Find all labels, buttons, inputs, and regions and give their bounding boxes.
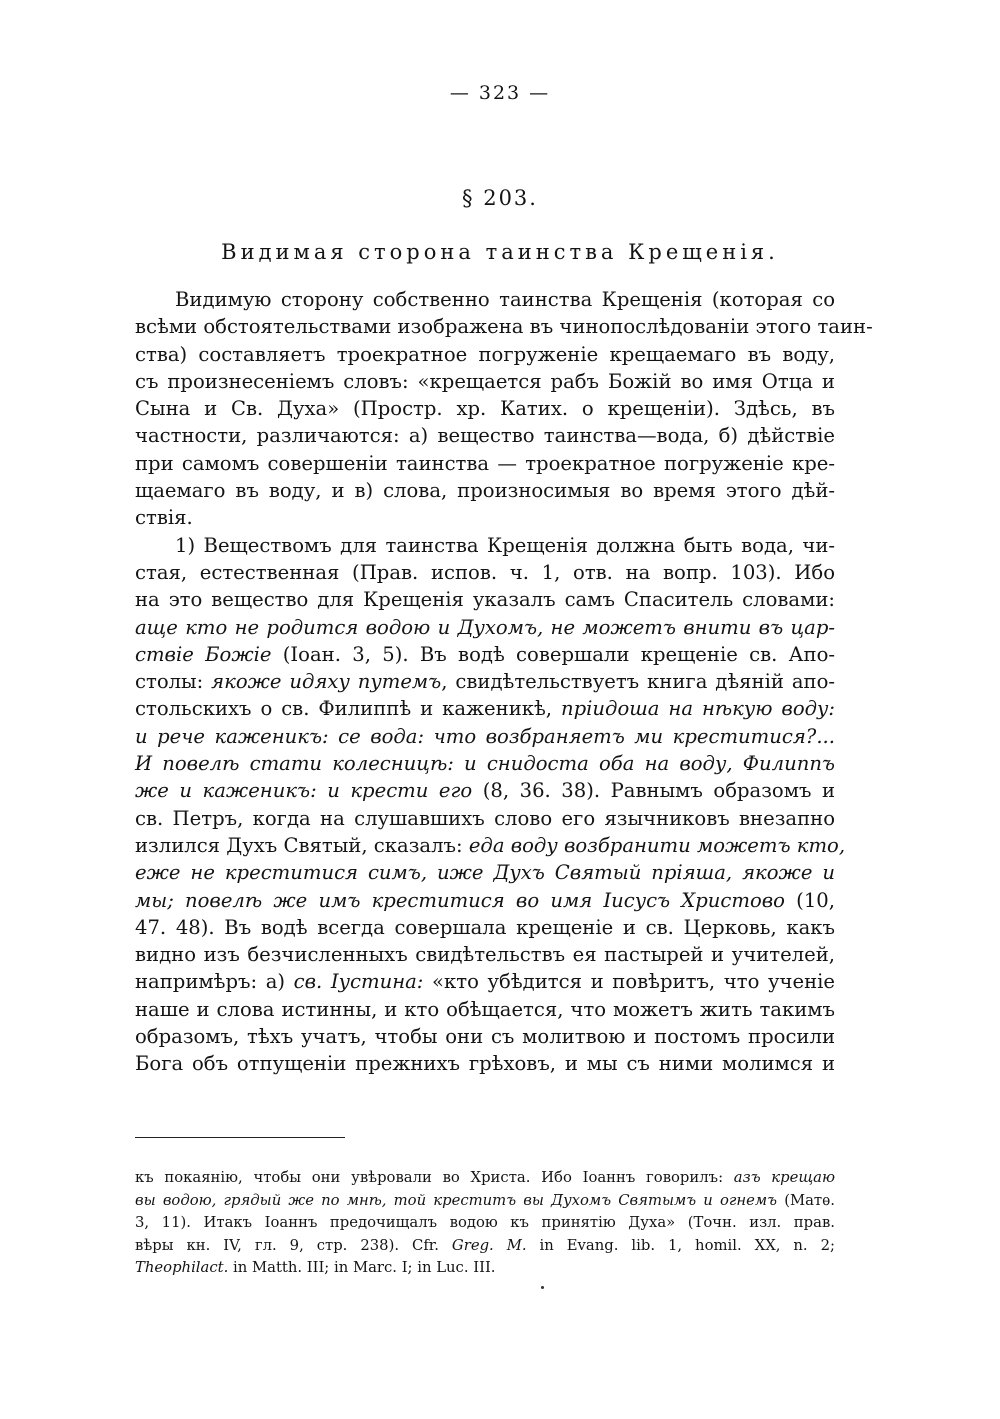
italic-text: еже не креститися симъ, иже Духъ Святый пріяша, якоже и [135, 861, 835, 885]
text-line [135, 422, 835, 449]
text-line [135, 668, 835, 695]
italic-text: И повелѣ стати колесницѣ: и снидоста оба на воду, Филиппъ [135, 752, 835, 776]
footnote-line [135, 1257, 835, 1280]
italic-text: Greg. M. [451, 1236, 527, 1254]
text-segment: напримѣръ: а) [135, 970, 294, 994]
text-segment: видно изъ безчисленныхъ свидѣтельствъ ея пастырей и учителей, [135, 943, 835, 967]
text-segment: Бога объ отпущеніи прежнихъ грѣховъ, и мы съ ними молимся и [135, 1052, 835, 1076]
italic-text: азъ крещаю [733, 1169, 836, 1186]
text-line [135, 641, 835, 668]
text-segment: всѣми обстоятельствами изображена въ чинопослѣдованіи этого таин- [135, 315, 873, 339]
footnote-line [135, 1235, 835, 1258]
text-line [135, 477, 835, 504]
text-line [135, 968, 835, 995]
footnote-line [135, 1212, 835, 1235]
text-line [135, 887, 835, 914]
text-segment: вѣры кн. IV, гл. 9, стр. 238). Cfr. [135, 1236, 452, 1254]
text-segment: Сына и Св. Духа» (Простр. хр. Катих. о крещеніи). Здѣсь, въ [135, 397, 835, 421]
text-segment: in Evang. lib. 1, homil. XX, n. 2; [526, 1236, 835, 1254]
italic-text: св. Іустина: [293, 970, 424, 994]
text-segment: стольскихъ о св. Филиппѣ и каженикѣ, [135, 697, 561, 721]
text-line [135, 723, 835, 750]
text-segment: щаемаго въ воду, и в) слова, произносимыя во время этого дѣй- [135, 479, 835, 503]
text-line [135, 750, 835, 777]
text-segment: ства) составляетъ троекратное погруженіе крещаемаго въ воду, [135, 342, 835, 366]
text-segment: излился Духъ Святый, сказалъ: [135, 833, 469, 857]
text-segment: «кто убѣдится и повѣритъ, что ученіе [423, 970, 835, 994]
printing-mark [541, 1286, 544, 1289]
text-segment: 1) Веществомъ для таинства Крещенія должна быть вода, чи- [175, 533, 835, 557]
text-segment: при самомъ совершеніи таинства — троекратное погруженіе кре- [135, 451, 835, 475]
italic-text: вы водою, грядый же по мнѣ, той креститъ вы Духомъ Святымъ и огнемъ [135, 1191, 778, 1209]
text-line [135, 941, 835, 968]
text-segment: (Матѳ. [777, 1191, 835, 1209]
text-line [135, 532, 835, 559]
text-line [135, 614, 835, 641]
text-line [135, 504, 835, 531]
italic-text: и рече каженикъ: се вода: что возбраняетъ ми креститися?... [135, 724, 835, 748]
text-line [135, 914, 835, 941]
text-line [135, 450, 835, 477]
text-segment: 3, 11). Итакъ Іоаннъ предочищалъ водою къ принятію Духа» (Точн. изл. прав. [135, 1214, 835, 1232]
footnote-line [135, 1167, 835, 1190]
italic-text: же и каженикъ: и крести его [135, 779, 473, 803]
text-line [135, 559, 835, 586]
text-segment: частности, различаются: а) вещество таинства—вода, б) дѣйствіе [135, 424, 835, 448]
footnote-separator [135, 1137, 345, 1138]
italic-text: еда воду возбранити можетъ кто, [468, 833, 846, 857]
text-line [135, 395, 835, 422]
italic-text: ствіе Божіе [135, 642, 272, 666]
text-line [135, 1023, 835, 1050]
text-segment: (8, 36. 38). Равнымъ образомъ и [472, 779, 835, 803]
text-segment: св. Петръ, когда на слушавшихъ слово его язычниковъ внезапно [135, 806, 835, 830]
main-text [135, 286, 873, 1078]
text-line [135, 586, 835, 613]
text-line [135, 805, 835, 832]
text-segment: образомъ, тѣхъ учатъ, чтобы они съ молитвою и постомъ просили [135, 1025, 835, 1049]
text-line [135, 368, 835, 395]
text-segment: съ произнесеніемъ словъ: «крещается рабъ Божій во имя Отца и [135, 369, 835, 393]
italic-text: якоже идяху путемъ [211, 670, 442, 694]
text-line [135, 341, 835, 368]
italic-text: Theophilact. [135, 1259, 229, 1277]
italic-text: мы; повелѣ же имъ креститися во имя Іисусъ Христово [135, 888, 785, 912]
text-segment: Видимую сторону собственно таинства Крещенія (которая со [175, 288, 835, 311]
text-line [135, 777, 835, 804]
text-line [135, 996, 835, 1023]
text-line [135, 313, 873, 340]
text-segment: , свидѣтельствуетъ книга дѣяній апо- [441, 670, 835, 694]
text-segment: наше и слова истинны, и кто обѣщается, что можетъ жить такимъ [135, 997, 835, 1021]
footnote-line [135, 1190, 835, 1213]
text-segment: стая, естественная (Прав. испов. ч. 1, отв. на вопр. 103). Ибо [135, 560, 835, 584]
text-line [135, 859, 835, 886]
section-number: § 203. [462, 186, 538, 210]
italic-text: пріидоша на нѣкую воду: [560, 697, 835, 721]
italic-text: аще кто не родится водою и Духомъ, не можетъ внити въ цар- [135, 615, 835, 639]
page-number: — 323 — [449, 82, 551, 104]
text-segment: къ покаянію, чтобы они увѣровали во Христа. Ибо Іоаннъ говорилъ: [135, 1169, 734, 1186]
text-segment: столы: [135, 670, 212, 694]
text-line [135, 832, 846, 859]
text-line [135, 1050, 835, 1077]
text-segment: (Іоан. 3, 5). Въ водѣ совершали крещеніе св. Апо- [271, 642, 835, 666]
section-title: Видимая сторона таинства Крещенія. [221, 240, 779, 264]
text-segment: на это вещество для Крещенія указалъ самъ Спаситель словами: [135, 588, 835, 612]
text-segment: in Matth. III; in Marc. I; in Luc. III. [228, 1259, 496, 1277]
text-line [135, 695, 835, 722]
text-segment: ствія. [135, 506, 193, 530]
text-segment: (10, [784, 888, 835, 912]
footnote [135, 1167, 835, 1280]
text-segment: 47. 48). Въ водѣ всегда совершала крещеніе и св. Церковь, какъ [135, 915, 835, 939]
text-line [135, 286, 835, 313]
